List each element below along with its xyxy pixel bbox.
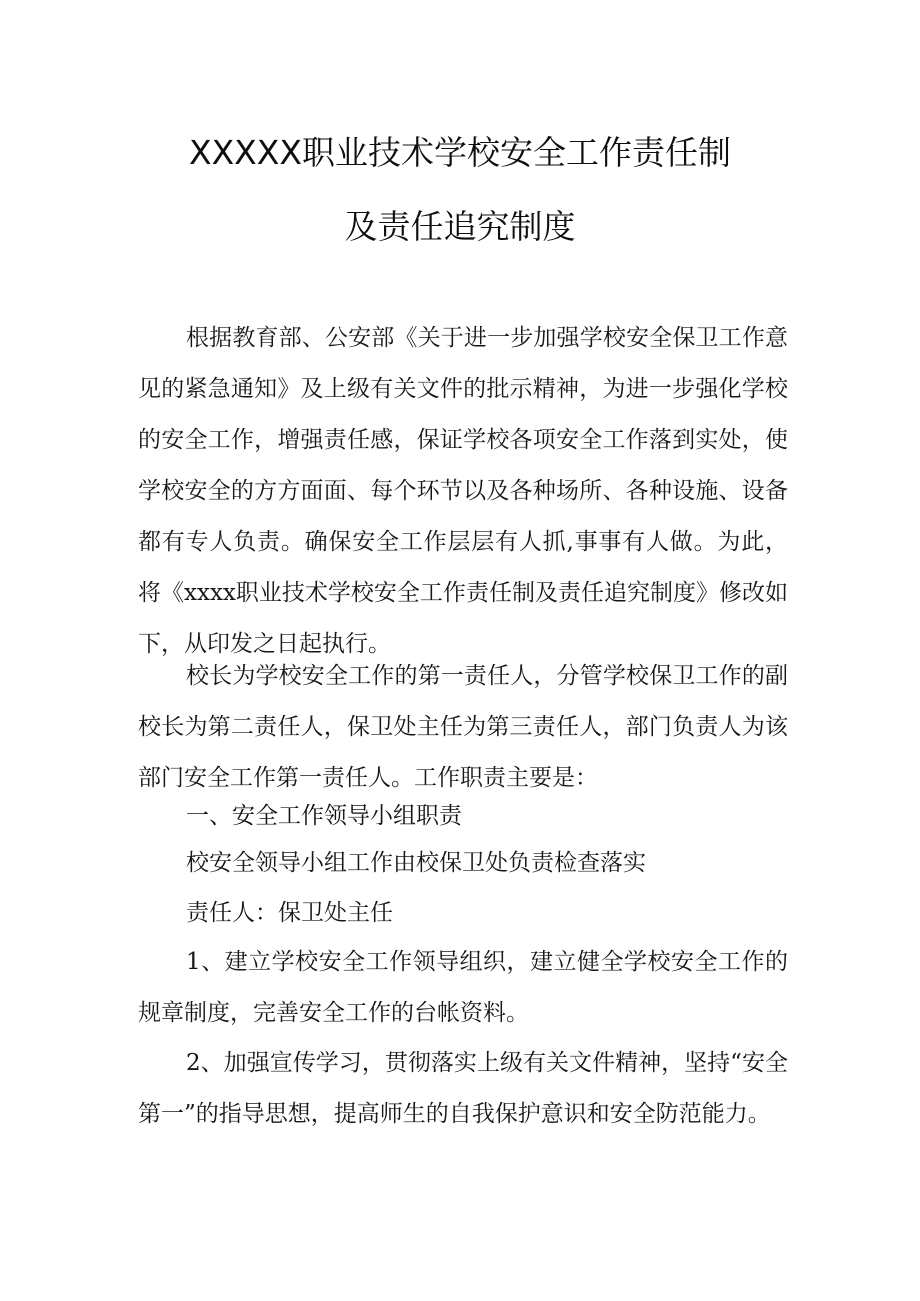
list-item-2-text: 2、加强宣传学习，贯彻落实上级有关文件精神，坚持“安全第一”的指导思想，提高师生的自我保护意识和安全防范能力。 — [138, 1050, 788, 1127]
section-1-responsible-person: 责任人：保卫处主任 — [186, 900, 393, 926]
document-title-line-1: XXXXX职业技术学校安全工作责任制 — [188, 133, 732, 172]
paragraph-intro — [138, 313, 788, 670]
section-1-note: 校安全领导小组工作由校保卫处负责检查落实 — [186, 850, 646, 876]
section-heading-1: 一、安全工作领导小组职责 — [186, 803, 462, 829]
list-item-1 — [138, 937, 788, 1039]
list-item-1-text: 1、建立学校安全工作领导组织，建立健全学校安全工作的规章制度，完善安全工作的台帐资料。 — [138, 949, 788, 1026]
paragraph-responsibility — [138, 651, 788, 804]
document-title-line-2: 及责任追究制度 — [344, 207, 576, 246]
paragraph-responsibility-text: 校长为学校安全工作的第一责任人，分管学校保卫工作的副校长为第二责任人，保卫处主任为第三责任人，部门负责人为该部门安全工作第一责任人。工作职责主要是： — [138, 663, 788, 791]
paragraph-intro-text: 根据教育部、公安部《关于进一步加强学校安全保卫工作意见的紧急通知》及上级有关文件的批示精神，为进一步强化学校的安全工作，增强责任感，保证学校各项安全工作落到实处，使学校安全的方方面面、每个环节以及各种场所、各种设施、设备都有专人负责。确保安全工作层层有人抓,事事有人做。为此，将《xxxx职业技术学校安全工作责任制及责任追究制度》修改如下，从印发之日起执行。 — [138, 325, 788, 657]
list-item-2 — [138, 1038, 788, 1140]
